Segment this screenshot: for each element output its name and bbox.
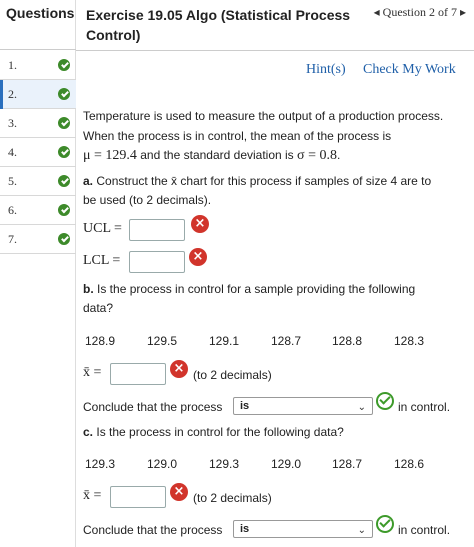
problem-line-2: When the process is in control, the mean of the process is [83, 129, 392, 143]
question-number: 6. [8, 203, 17, 217]
check-my-work-link[interactable]: Check My Work [363, 62, 456, 77]
ucl-label: UCL = [83, 221, 122, 236]
part-c-xbar-input[interactable] [110, 486, 166, 508]
part-c-conclude-select[interactable] [233, 520, 373, 538]
lcl-label: LCL = [83, 253, 121, 268]
question-number: 4. [8, 145, 17, 159]
conclude-suffix: in control. [398, 523, 451, 537]
question-item-4[interactable] [0, 138, 76, 167]
answered-check-icon [58, 88, 70, 100]
part-c-text-1: Is the process in control for the following data? [96, 425, 344, 439]
data-value: 128.7 [332, 457, 363, 471]
question-navigation[interactable]: ◂ Question 2 of 7 ▸ [373, 5, 466, 19]
data-value: 129.0 [147, 457, 178, 471]
chevron-down-icon: ⌄ [357, 525, 366, 536]
problem-line-3-end: . [336, 148, 341, 162]
exercise-title: Exercise 19.05 Algo (Statistical Process Control) [86, 7, 351, 43]
question-number: 1. [8, 58, 17, 72]
questions-panel [0, 0, 76, 547]
correct-check-icon [376, 392, 394, 410]
answered-check-icon [58, 117, 70, 129]
question-number: 5. [8, 174, 17, 188]
questions-heading: Questions [6, 5, 75, 21]
incorrect-x-icon: × [170, 360, 188, 378]
mean-value: μ = 129.4 [83, 148, 137, 163]
answered-check-icon [58, 204, 70, 216]
conclude-prefix: Conclude that the process [83, 523, 223, 537]
chevron-down-icon: ⌄ [357, 402, 366, 413]
question-item-3[interactable] [0, 109, 76, 138]
answered-check-icon [58, 175, 70, 187]
part-b-line-1 [83, 281, 415, 297]
part-c-line-1 [83, 424, 344, 440]
part-a-label: a. [83, 174, 94, 188]
answered-check-icon [58, 233, 70, 245]
problem-line-3-mid: and the standard deviation is [136, 148, 298, 162]
conclude-prefix: Conclude that the process [83, 400, 223, 414]
question-number: 3. [8, 116, 17, 130]
correct-check-icon [376, 515, 394, 533]
answered-check-icon [58, 146, 70, 158]
part-b-text-2: data? [83, 301, 114, 315]
part-b-conclude-select[interactable] [233, 397, 373, 415]
data-value: 129.0 [271, 457, 302, 471]
xbar-label: x̄ = [83, 488, 102, 503]
lcl-input[interactable] [129, 251, 185, 273]
conclude-suffix: in control. [398, 400, 451, 414]
part-a-text-1: Construct the x̄ chart for this process if samples of size 4 are to [96, 174, 432, 188]
question-item-7[interactable] [0, 225, 76, 254]
question-number: 2. [8, 87, 17, 101]
data-value: 129.3 [209, 457, 240, 471]
question-item-2[interactable] [0, 80, 76, 109]
data-value: 128.9 [85, 334, 116, 348]
decimals-note: (to 2 decimals) [193, 368, 272, 382]
std-dev-value: σ = 0.8 [297, 148, 337, 163]
part-a-line-1 [83, 173, 431, 189]
problem-line-1: Temperature is used to measure the output of a production process. [83, 109, 444, 123]
data-value: 129.3 [85, 457, 116, 471]
data-value: 129.1 [209, 334, 240, 348]
data-value: 129.5 [147, 334, 178, 348]
data-value: 128.7 [271, 334, 302, 348]
data-value: 128.6 [394, 457, 425, 471]
question-item-1[interactable] [0, 51, 76, 80]
select-value: is [240, 523, 250, 535]
ucl-input[interactable] [129, 219, 185, 241]
question-item-5[interactable] [0, 167, 76, 196]
data-value: 128.8 [332, 334, 363, 348]
question-number: 7. [8, 232, 17, 246]
incorrect-x-icon: × [170, 483, 188, 501]
hints-link[interactable]: Hint(s) [306, 62, 346, 77]
problem-line-3 [83, 147, 340, 164]
part-b-xbar-input[interactable] [110, 363, 166, 385]
questions-header [0, 0, 76, 50]
part-a-text-2: be used (to 2 decimals). [83, 193, 212, 207]
data-value: 128.3 [394, 334, 425, 348]
decimals-note: (to 2 decimals) [193, 491, 272, 505]
incorrect-x-icon: × [189, 248, 207, 266]
question-item-6[interactable] [0, 196, 76, 225]
part-c-label: c. [83, 425, 94, 439]
part-b-label: b. [83, 282, 94, 296]
select-value: is [240, 400, 250, 412]
part-b-text-1: Is the process in control for a sample providing the following [97, 282, 416, 296]
header-divider [76, 50, 474, 51]
answered-check-icon [58, 59, 70, 71]
xbar-label: x̄ = [83, 365, 102, 380]
incorrect-x-icon: × [191, 215, 209, 233]
